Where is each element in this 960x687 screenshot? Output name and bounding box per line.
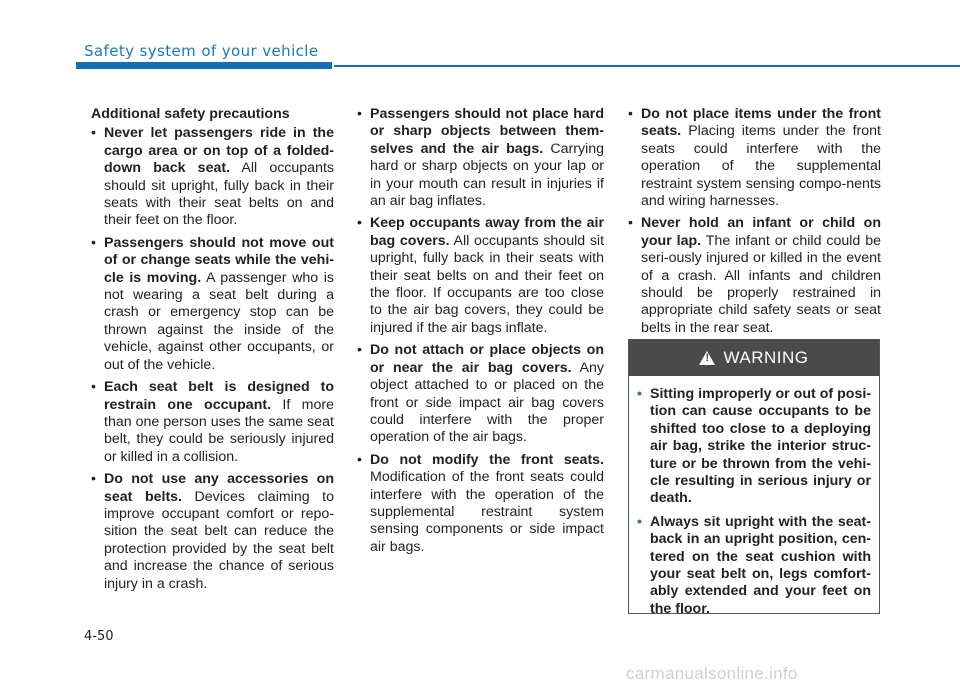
item-text: Carrying hard or sharp objects on your lap or in your mouth can result in injuries if an air bag inflates. bbox=[370, 140, 604, 210]
list-item bbox=[91, 235, 334, 374]
warning-item: • Sitting improperly or out of posi-tion can cause occupants to be shifted too close to a deploying air bag, strike the interior struc-ture or be thrown from the vehi-cle resulting in serious injury or death. bbox=[637, 386, 871, 508]
item-text: Modification of the front seats could interfere with the operation of the supplemental restraint system sensing components or side impact air bags. bbox=[370, 469, 604, 555]
list-item bbox=[91, 471, 334, 593]
list-item bbox=[357, 452, 604, 556]
item-text: Any object attached to or placed on the front or side impact air bag covers could interfere with the proper operation of the air bags. bbox=[370, 359, 604, 446]
item-heading: Never let passengers ride in the cargo area or on top of a folded-down back seat. bbox=[104, 125, 334, 177]
header-rule bbox=[334, 65, 960, 67]
warning-triangle-icon bbox=[699, 351, 715, 365]
item-heading: Do not place items under the front seats. bbox=[641, 106, 881, 140]
section-header-title: Safety system of your vehicle bbox=[84, 42, 319, 60]
item-heading: Passengers should not place hard or sharp objects between them-selves and the air bags. bbox=[370, 106, 604, 157]
item-text: All occupants should sit upright, fully back in their seats with their seat belts on and their feet on the floor. bbox=[104, 160, 335, 229]
list-item bbox=[357, 215, 604, 337]
precautions-list bbox=[357, 106, 604, 556]
list-item bbox=[91, 379, 334, 466]
item-text: If more than one person uses the same seat belt, they could be seriously injured or killed in a collision. bbox=[104, 396, 334, 465]
section-title: Additional safety precautions bbox=[91, 106, 290, 122]
item-heading: Do not use any accessories on seat belts. bbox=[104, 471, 334, 505]
warning-box bbox=[628, 339, 880, 617]
warning-label: WARNING bbox=[723, 348, 809, 367]
list-item bbox=[357, 106, 604, 210]
header-bar-accent bbox=[76, 62, 332, 69]
item-text: Placing items under the front seats could interfere with the operation of the supplemental restraint system sensing compo-nents and wiring harnesses. bbox=[641, 123, 881, 210]
page-number: 4-50 bbox=[84, 629, 114, 644]
column-2 bbox=[357, 106, 604, 561]
item-text: Devices claiming to improve occupant comfort or repo-sition the seat belt can reduce the protection provided by the seat belt and increase the chance of serious injury in a crash. bbox=[104, 488, 334, 592]
precautions-list bbox=[91, 125, 334, 593]
watermark: carmanualsonline.info bbox=[626, 664, 798, 683]
list-item bbox=[628, 106, 881, 210]
item-heading: Do not attach or place objects on or near the air bag covers. bbox=[370, 342, 604, 376]
warning-list bbox=[637, 386, 871, 618]
item-heading: Each seat belt is designed to restrain one occupant. bbox=[104, 379, 334, 413]
list-item bbox=[91, 125, 334, 229]
warning-header bbox=[629, 340, 879, 376]
list-item bbox=[628, 215, 881, 337]
item-text: All occupants should sit upright, fully back in their seats with their seat belts on and their feet on the floor. If occupants are too close to the air bag covers, they could be injured if the air bags inflate. bbox=[370, 232, 605, 336]
warning-body bbox=[629, 376, 879, 618]
item-heading: Never hold an infant or child on your lap. bbox=[641, 215, 881, 249]
item-text: A passenger who is not wearing a seat belt during a crash or emergency stop can be thrown against the inside of the vehicle, against other occupants, or out of the vehicle. bbox=[104, 269, 334, 373]
precautions-list bbox=[628, 106, 881, 337]
item-heading: Keep occupants away from the air bag covers. bbox=[370, 215, 604, 249]
column-3 bbox=[628, 106, 881, 342]
item-heading: Passengers should not move out of or change seats while the vehi-cle is moving. bbox=[104, 234, 334, 286]
warning-item: • Always sit upright with the seat-back in an upright position, cen-tered on the seat cushion with your seat belt on, legs comfort-ably extended and your feet on the floor. bbox=[637, 514, 871, 618]
column-1 bbox=[91, 106, 334, 598]
item-heading: Do not modify the front seats. bbox=[370, 451, 604, 468]
item-text: The infant or child could be seri-ously injured or killed in the event of a crash. All infants and children should be properly restrained in appropriate child safety seats or seat belts in the rear seat. bbox=[641, 232, 881, 336]
list-item bbox=[357, 342, 604, 446]
